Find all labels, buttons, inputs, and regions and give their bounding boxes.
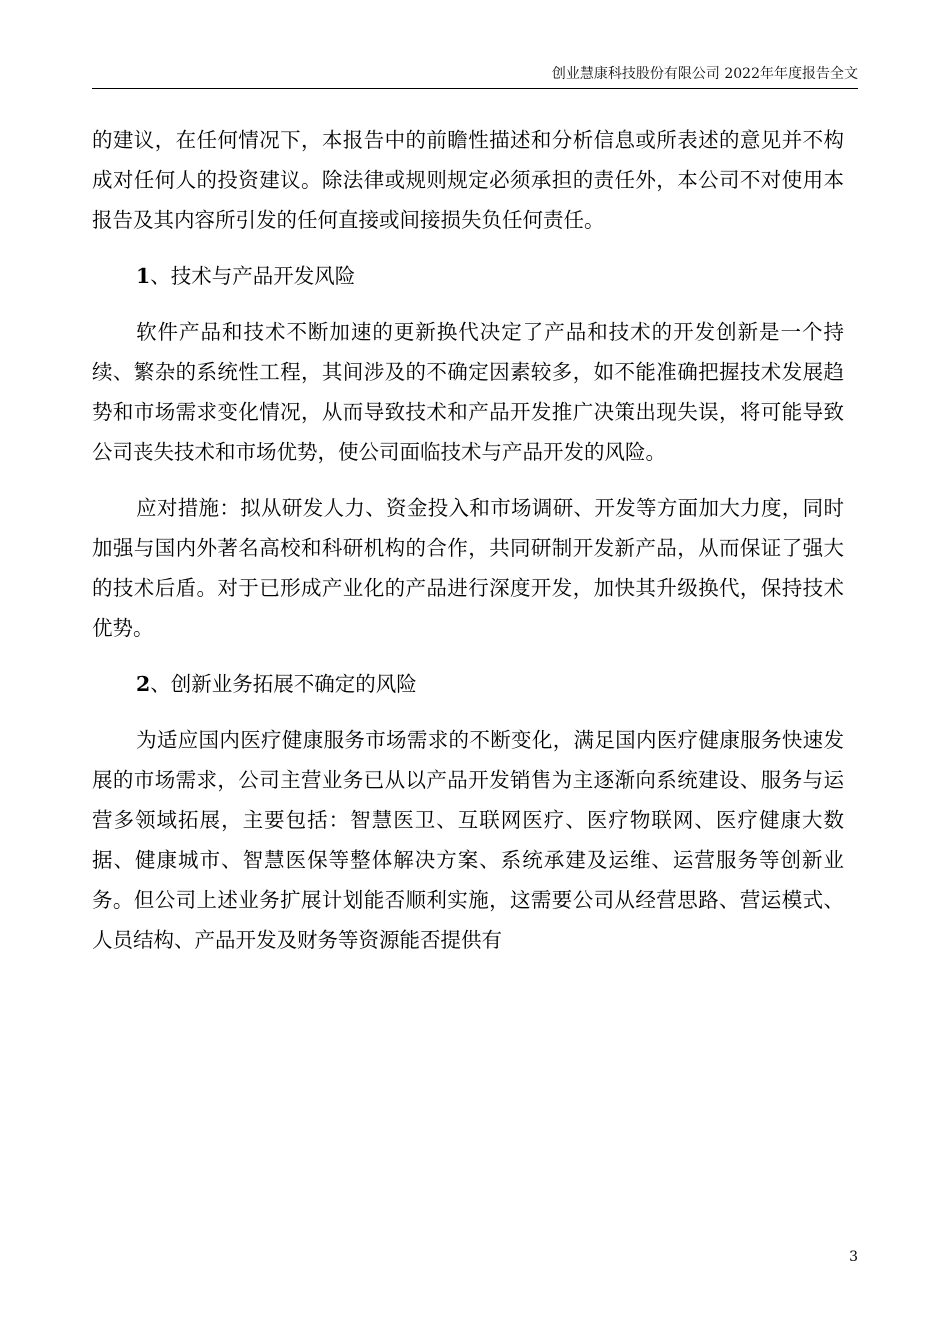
technology-risk-paragraph: 软件产品和技术不断加速的更新换代决定了产品和技术的开发创新是一个持续、繁杂的系统性工程，其间涉及的不确定因素较多，如不能准确把握技术发展趋势和市场需求变化情况，从而导致技术和产品开发推广决策出现失误，将可能导致公司丧失技术和市场优势，使公司面临技术与产品开发的风险。 bbox=[92, 320, 844, 464]
section-heading-technology-risk bbox=[92, 256, 844, 296]
intro-paragraph: 的建议，在任何情况下，本报告中的前瞻性描述和分析信息或所表述的意见并不构成对任何人的投资建议。除法律或规则规定必须承担的责任外，本公司不对使用本报告及其内容所引发的任何直接或间接损失负任何责任。 bbox=[92, 128, 844, 232]
report-header-title: 创业慧康科技股份有限公司 2022年年度报告全文 bbox=[551, 66, 858, 82]
header-divider bbox=[92, 88, 858, 89]
innovation-risk-paragraph: 为适应国内医疗健康服务市场需求的不断变化，满足国内医疗健康服务快速发展的市场需求，公司主营业务已从以产品开发销售为主逐渐向系统建设、服务与运营多领域拓展，主要包括：智慧医卫、互联网医疗、医疗物联网、医疗健康大数据、健康城市、智慧医保等整体解决方案、系统承建及运维、运营服务等创新业务。但公司上述业务扩展计划能否顺利实施，这需要公司从经营思路、营运模式、人员结构、产品开发及财务等资源能否提供有 bbox=[92, 728, 844, 952]
section-title: 、创新业务拓展不确定的风险 bbox=[150, 672, 417, 696]
section-title: 、技术与产品开发风险 bbox=[150, 264, 356, 288]
section-number: 1 bbox=[136, 264, 151, 288]
section-heading-innovation-risk bbox=[92, 664, 844, 704]
page-number: 3 bbox=[849, 1249, 858, 1265]
countermeasures-paragraph: 应对措施：拟从研发人力、资金投入和市场调研、开发等方面加大力度，同时加强与国内外著名高校和科研机构的合作，共同研制开发新产品，从而保证了强大的技术后盾。对于已形成产业化的产品进行深度开发，加快其升级换代，保持技术优势。 bbox=[92, 496, 844, 640]
section-number: 2 bbox=[136, 672, 151, 696]
report-body bbox=[92, 120, 844, 960]
